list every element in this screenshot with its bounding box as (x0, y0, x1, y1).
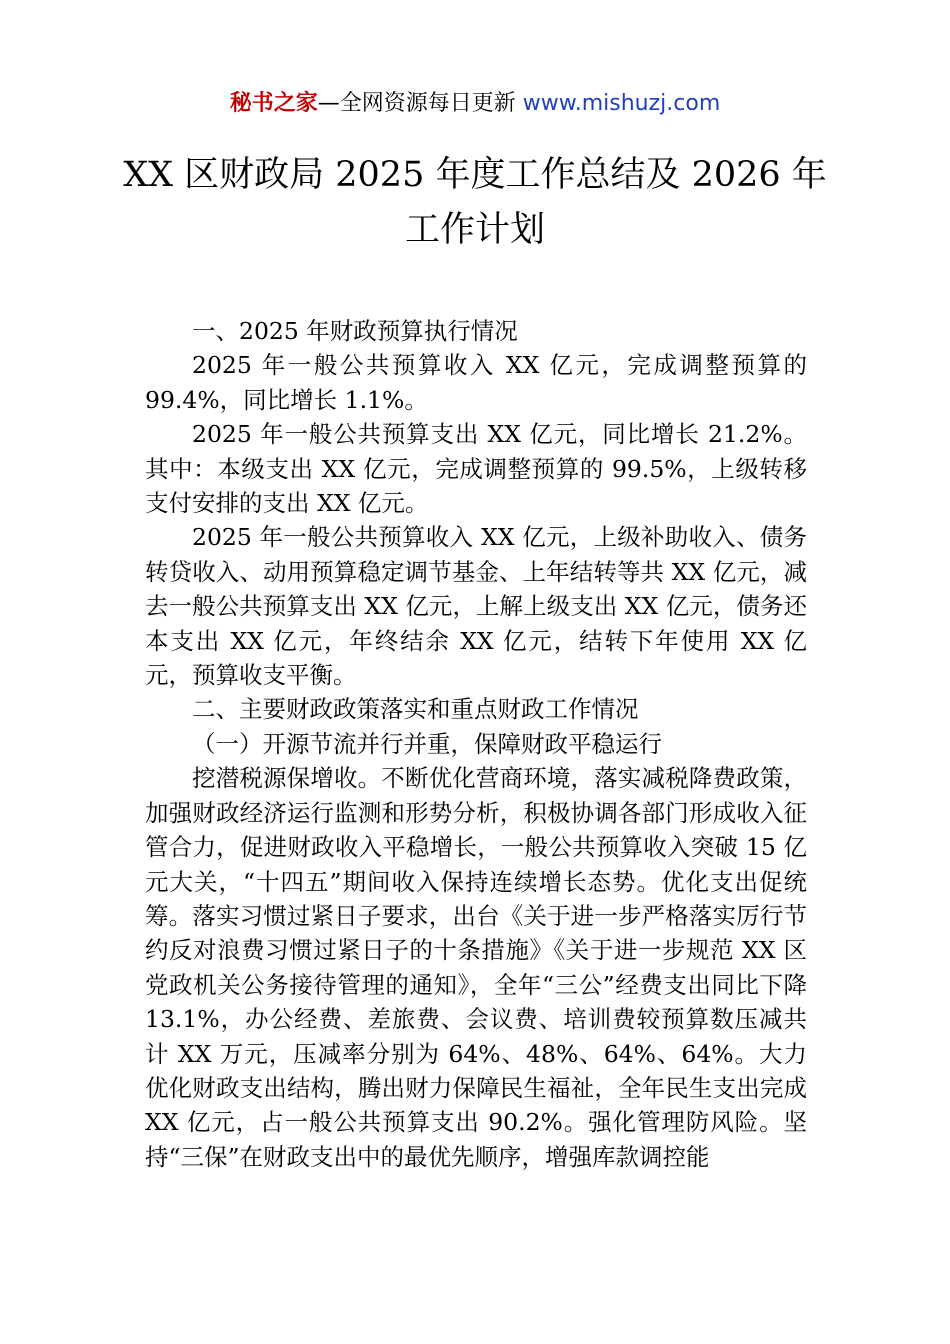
site-tagline: —全网资源每日更新 (317, 91, 523, 116)
paragraph-balance: 2025 年一般公共预算收入 XX 亿元，上级补助收入、债务转贷收入、动用预算稳定调节基金、上年结转等共 XX 亿元，减去一般公共预算支出 XX 亿元，上解上级支出 XX 亿元，债务还本支出 XX 亿元，年终结余 XX 亿元，结转下年使用 XX 亿元，预算收支平衡。 (145, 523, 807, 690)
site-name: 秘书之家 (229, 91, 318, 116)
paragraph-work-detail: 挖潜税源保增收。不断优化营商环境，落实减税降费政策，加强财政经济运行监测和形势分析，积极协调各部门形成收入征管合力，促进财政收入平稳增长，一般公共预算收入突破 15 亿元大关，“十四五”期间收入保持连续增长态势。优化支出促统筹。落实习惯过紧日子要求，出台《关于进一步严格落实厉行节约反对浪费习惯过紧日子的十条措施》《关于进一步规范 XX 区党政机关公务接待管理的通知》，全年“三公”经费支出同比下降 13.1%，办公经费、差旅费、会议费、培训费较预算数压减共计 XX 万元，压减率分别为 64%、48%、64%、64%。大力优化财政支出结构，腾出财力保障民生福祉，全年民生支出完成 XX 亿元，占一般公共预算支出 90.2%。强化管理防风险。坚持“三保”在财政支出中的最优先顺序，增强库款调控能 (145, 764, 807, 1171)
paragraph-expenditure: 2025 年一般公共预算支出 XX 亿元，同比增长 21.2%。其中：本级支出 XX 亿元，完成调整预算的 99.5%，上级转移支付安排的支出 XX 亿元。 (145, 420, 807, 518)
section-heading-1: 一、2025 年财政预算执行情况 (192, 317, 518, 345)
site-header (0, 88, 950, 120)
title-line-2: 工作计划 (404, 210, 545, 250)
document-title (100, 148, 850, 258)
paragraph-revenue: 2025 年一般公共预算收入 XX 亿元，完成调整预算的 99.4%，同比增长 1.1%。 (145, 351, 807, 414)
site-url-link[interactable]: www.mishuzj.com (522, 91, 721, 116)
title-line-1: XX 区财政局 2025 年度工作总结及 2026 年 (123, 155, 827, 195)
subsection-heading-1: （一）开源节流并行并重，保障财政平稳运行 (192, 729, 662, 758)
document-body (145, 314, 807, 1174)
section-heading-2: 二、主要财政政策落实和重点财政工作情况 (192, 695, 639, 724)
